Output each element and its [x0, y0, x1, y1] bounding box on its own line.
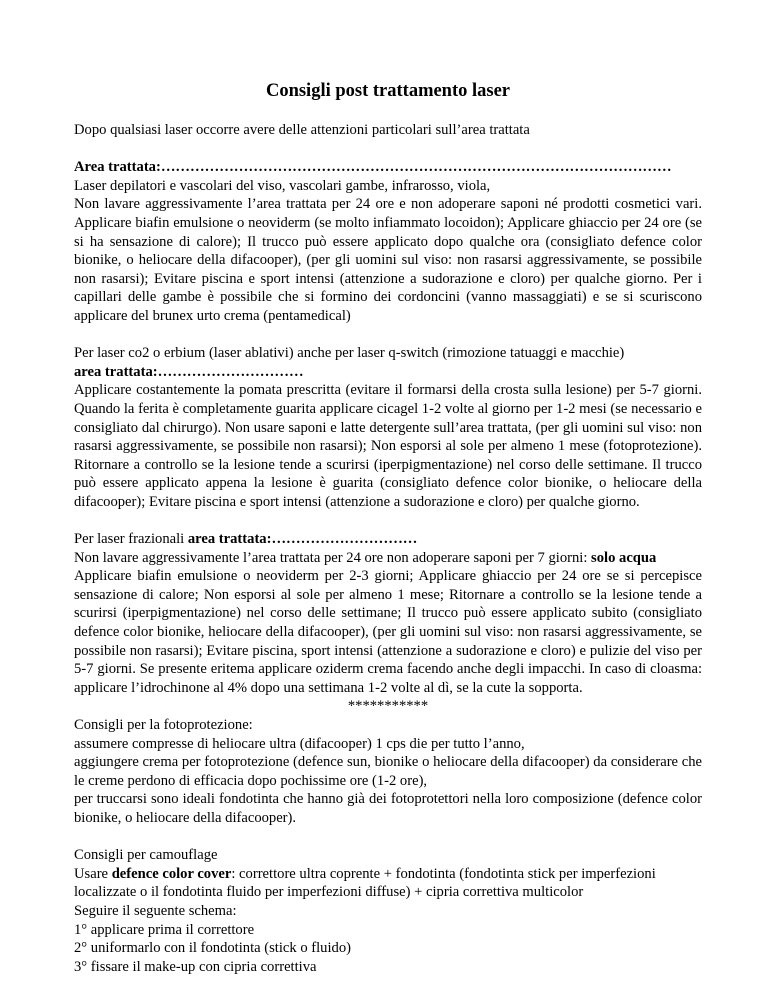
section5-usare	[74, 865, 702, 902]
spacer	[74, 140, 702, 159]
section2-body: Applicare costantemente la pomata prescritta (evitare il formarsi della crosta sulla lesione) per 5-7 giorni. Quando la ferita è completamente guarita applicare cicagel 1-2 volte al giorno per 1-2 mesi (se necessario e consigliato dal chirurgo). Non usare saponi e latte detergente sull’area trattata, (per gli uomini sul viso: non rasarsi aggressivamente, se possibile non rasarsi); Non esporsi al sole per almeno 1 mese (fotoprotezione). Ritornare a controllo se la lesione tende a scurirsi (iperpigmentazione) nel corso delle settimane. Il trucco può essere applicato appena la lesione è guarita (consigliato defence color bionike, o heliocare della difacooper); Evitare piscina e sport intensi (attenzione a sudorazione e cloro) per qualche giorno.	[74, 382, 702, 510]
section4-line1: assumere compresse di heliocare ultra (difacooper) 1 cps die per tutto l’anno,	[74, 735, 525, 752]
section3-intro: Per laser frazionali	[74, 531, 188, 548]
section3-line1-bold: solo acqua	[591, 549, 657, 566]
section1-heading-text: Area trattata:……………………………………………………………………………………………	[74, 159, 672, 176]
section4-heading: Consigli per la fotoprotezione:	[74, 717, 253, 733]
document-title: Consigli post trattamento laser	[265, 81, 511, 101]
section1-subtitle: Laser depilatori e vascolari del viso, vascolari gambe, infrarosso, viola,	[74, 177, 491, 194]
section1-body: Non lavare aggressivamente l’area trattata per 24 ore e non adoperare saponi né prodotti cosmetici vari. Applicare biafin emulsione o neoviderm (se molto infiammato locoidon); Applicare ghiaccio per 24 ore (se si ha sensazione di calore); Il trucco può essere applicato dopo qualche ora (consigliato defence color bionike, o heliocare della difacooper), (per gli uomini sul viso: non rasarsi aggressivamente, se possibile non rasarsi); Evitare piscina e sport intensi (attenzione a sudorazione e cloro) per qualche giorno. Per i capillari delle gambe è possibile che si formino dei cordoncini (vanno massaggiati) e se si scuriscono applicare del brunex urto crema (pentamedical)	[74, 196, 702, 324]
section5-usare-post: : correttore ultra coprente + fondotinta (fondotinta stick per imperfezioni localizzate o il fondotinta fluido per imperfezioni diffuse) + cipria correttiva multicolor	[74, 865, 656, 901]
section4-line3: per truccarsi sono ideali fondotinta che hanno già dei fotoprotettori nella loro composizione (defence color bionike, o heliocare della difacooper).	[74, 791, 702, 826]
section5-usare-bold: defence color cover	[111, 865, 232, 882]
spacer	[74, 326, 702, 345]
section3-heading: area trattata:…………………………	[187, 531, 418, 548]
intro-paragraph: Dopo qualsiasi laser occorre avere delle attenzioni particolari sull’area trattata	[74, 122, 530, 138]
section5-step-1: 1° applicare prima il correttore	[74, 921, 255, 938]
section1-heading	[74, 158, 702, 177]
section3-line1	[74, 549, 702, 568]
spacer	[74, 828, 702, 847]
section3-title-line	[74, 530, 702, 549]
section5-step-2: 2° uniformarlo con il fondotinta (stick o fluido)	[74, 940, 351, 957]
section5-schema: Seguire il seguente schema:	[74, 902, 237, 919]
document-page	[74, 80, 702, 976]
section5-heading: Consigli per camouflage	[74, 847, 218, 864]
section3-line1-text: Non lavare aggressivamente l’area trattata per 24 ore non adoperare saponi per 7 giorni:	[74, 549, 592, 566]
separator: ***********	[347, 698, 429, 715]
section2-heading	[74, 363, 702, 382]
section3-body: Applicare biafin emulsione o neoviderm per 2-3 giorni; Applicare ghiaccio per 24 ore se si percepisce sensazione di calore; Non esporsi al sole per almeno 1 mese; Ritornare a controllo se la lesione tende a scurirsi (iperpigmentazione) nel corso delle settimane; Il trucco può essere applicato subito (consigliato defence color bionike, heliocare della difacooper), (per gli uomini sul viso: non rasarsi aggressivamente, se possibile non rasarsi); Evitare piscina, sport intensi (attenzione a sudorazione e cloro) e pulizie del viso per 5-7 giorni. Se presente eritema applicare oziderm crema facendo anche degli impacchi. In caso di cloasma: applicare l’idrochinone al 4% dopo una settimana 1-2 volte al dì, se la cute la sopporta.	[74, 568, 702, 696]
section5-usare-pre: Usare	[74, 865, 112, 882]
section2-heading-text: area trattata:…………………………	[74, 363, 304, 380]
spacer	[74, 511, 702, 530]
section4-line2: aggiungere crema per fotoprotezione (defence sun, bionike o heliocare della difacooper) da considerare che le creme perdono di efficacia dopo pochissime ore (1-2 ore),	[74, 754, 702, 789]
section2-intro: Per laser co2 o erbium (laser ablativi) anche per laser q-switch (rimozione tatuaggi e macchie)	[74, 345, 625, 362]
section5-step-3: 3° fissare il make-up con cipria correttiva	[74, 958, 317, 975]
